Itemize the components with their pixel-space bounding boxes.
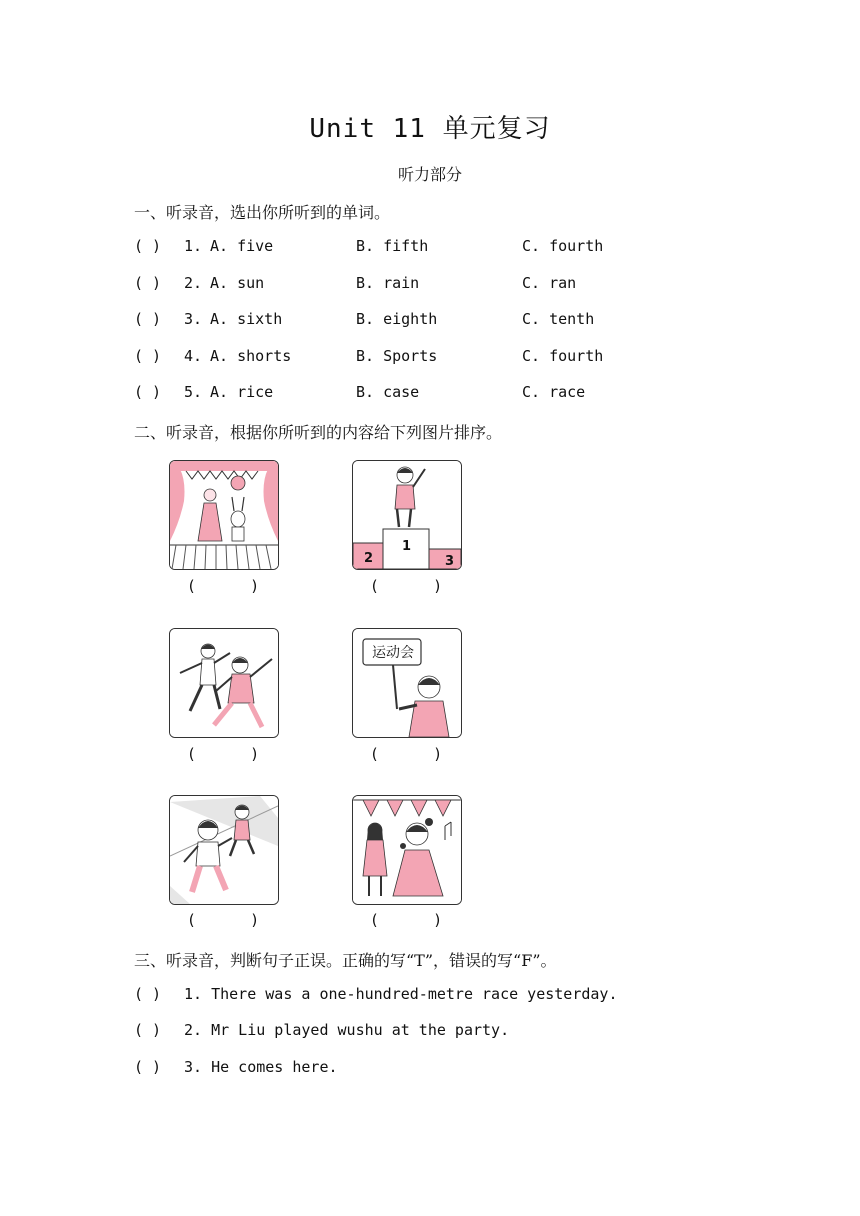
question-number: 3. [184,310,203,328]
option-a: A. sun [210,274,265,292]
question-number: 5. [184,383,203,401]
answer-blank[interactable]: ( ) [134,383,162,401]
sign-text: 运动会 [372,645,414,661]
option-a: A. shorts [210,347,292,365]
page-subtitle: 听力部分 [397,165,462,184]
answer-blank[interactable]: ( ) [134,985,162,1003]
page-title: Unit 11 单元复习 [309,114,551,144]
question-number: 1. [184,237,203,255]
order-blank[interactable]: ( ) [186,911,260,929]
wushu-picture [169,628,279,738]
sentence-text: 3. He comes here. [184,1058,338,1076]
option-a: A. sixth [210,310,283,328]
option-b: B. rain [356,274,420,292]
order-blank[interactable]: ( ) [369,911,443,929]
question-number: 4. [184,347,203,365]
option-a: A. five [210,237,274,255]
option-c: C. fourth [522,237,604,255]
option-b: B. case [356,383,420,401]
part3-heading: 三、听录音，判断句子正误。正确的写“T”，错误的写“F”。 [134,951,557,970]
question-number: 2. [184,274,203,292]
order-blank[interactable]: ( ) [369,577,443,595]
part1-heading: 一、听录音，选出你所听到的单词。 [134,203,391,222]
answer-blank[interactable]: ( ) [134,1021,162,1039]
order-blank[interactable]: ( ) [369,745,443,763]
order-blank[interactable]: ( ) [186,745,260,763]
answer-blank[interactable]: ( ) [134,237,162,255]
order-blank[interactable]: ( ) [186,577,260,595]
podium-label: 2 [364,551,374,566]
part2-heading: 二、听录音，根据你所听到的内容给下列图片排序。 [134,423,503,442]
option-c: C. tenth [522,310,595,328]
option-c: C. race [522,383,586,401]
answer-blank[interactable]: ( ) [134,1058,162,1076]
stage-play-picture [169,460,279,570]
podium-label: 3 [445,554,455,569]
answer-blank[interactable]: ( ) [134,274,162,292]
singing-picture [352,795,462,905]
option-c: C. fourth [522,347,604,365]
sentence-text: 1. There was a one-hundred-metre race yesterday. [184,985,618,1003]
answer-blank[interactable]: ( ) [134,310,162,328]
option-c: C. ran [522,274,577,292]
podium-label: 1 [402,539,412,554]
option-a: A. rice [210,383,274,401]
answer-blank[interactable]: ( ) [134,347,162,365]
sentence-text: 2. Mr Liu played wushu at the party. [184,1021,510,1039]
running-race-picture [169,795,279,905]
option-b: B. Sports [356,347,438,365]
option-b: B. eighth [356,310,438,328]
option-b: B. fifth [356,237,429,255]
